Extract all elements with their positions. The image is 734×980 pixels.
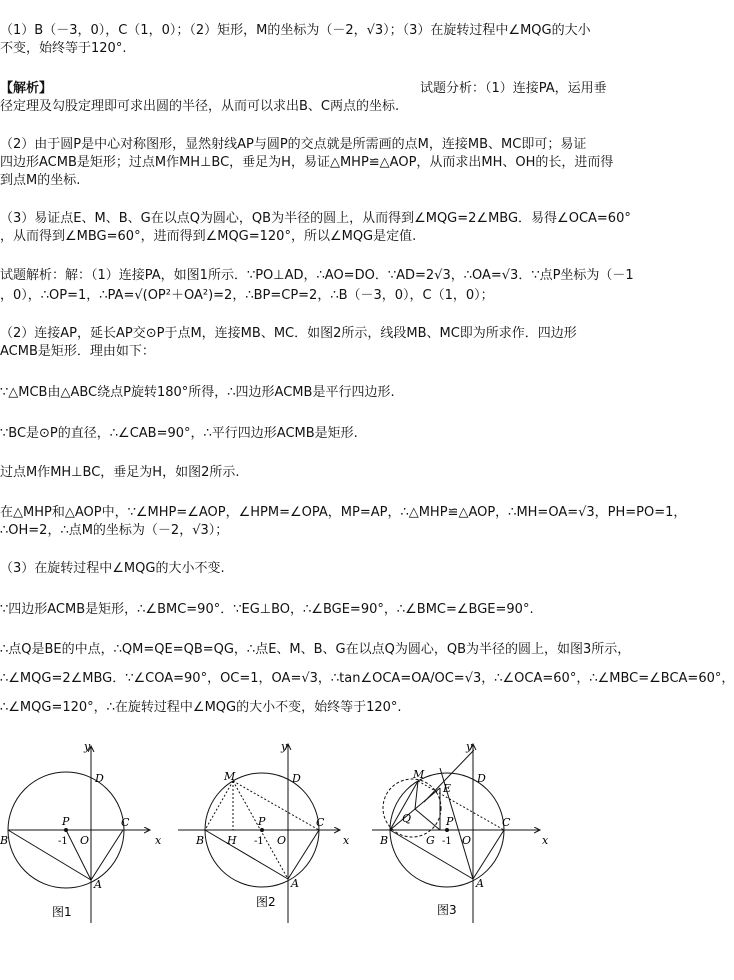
fig3-segment-ac [473,830,504,879]
fig1-caption: 图1 [52,905,72,919]
fig3-label-b: B [380,834,389,847]
fig2-segment-mb [205,781,233,830]
solution-s2-line-2: ACMB是矩形．理由如下： [0,344,155,359]
solution-s3-line-1: （3）在旋转过程中∠MQG的大小不变. [0,561,225,576]
answer-line-1: （1）B（－3，0），C（1，0）；（2）矩形，M的坐标为（－2，√3）；（3）在旋转过程中∠MQG的大小 [0,23,591,38]
analysis-intro-right: 试题分析：（1）连接PA，运用垂 [420,81,607,96]
fig1-point-p [64,828,68,832]
analysis-p3-line-1: （3）易证点E、M、B、G在以点Q为圆心，QB为半径的圆上，从而得到∠MQG=2∠MBG．易得∠OCA=60° [0,211,631,226]
fig1-label-a: A [94,878,102,891]
solution-s2-line-1: （2）连接AP，延长AP交⊙P于点M，连接MB、MC．如图2所示，线段MB、MC即为所求作．四边形 [0,326,577,341]
fig3-label-y: y [466,740,473,753]
solution-s1-line-1: 试题解析：解：（1）连接PA，如图1所示．∵PO⊥AD，∴AO=DO．∵AD=2√3，∴OA=√3．∵点P坐标为（－1 [0,268,634,283]
fig3-label-q: Q [402,812,412,825]
fig3-label-x: x [542,834,549,847]
fig3-caption: 图3 [437,903,457,917]
fig2-point-p [260,828,264,832]
analysis-intro-cont: 径定理及勾股定理即可求出圆的半径，从而可以求出B、C两点的坐标. [0,99,400,114]
fig3-label-g: G [426,834,435,847]
figure-2 [178,740,350,923]
fig1-label-c: C [121,816,130,829]
fig1-label-y: y [84,740,91,753]
solution-s1-line-2: ，0），∴OP=1，∴PA=√(OP²＋OA²)=2，∴BP=CP=2，∴B（－3，0），C（1，0）； [0,288,494,303]
solution-s2-line-7: ∴OH=2，∴点M的坐标为（－2，√3）； [0,523,229,538]
fig3-label-m: M [413,768,425,781]
analysis-p2-line-3: 到点M的坐标. [0,173,81,188]
solution-s2-line-3: ∵△MCB由△ABC绕点P旋转180°所得，∴四边形ACMB是平行四边形. [0,385,395,400]
fig1-label-p: P [62,815,70,828]
fig2-label-y: y [281,740,288,753]
fig2-segment-ac [288,830,319,879]
fig2-label-m: M [224,770,236,783]
fig3-label-minus1: -1 [442,836,452,847]
fig2-caption: 图2 [256,895,276,909]
fig3-label-e: E [443,782,452,795]
solution-s3-line-4: ∴∠MQG=2∠MBG．∵∠COA=90°，OC=1，OA=√3，∴tan∠OCA=OA/OC=√3，∴∠OCA=60°，∴∠MBC=∠BCA=60°， [0,671,734,686]
fig2-label-d: D [292,772,301,785]
analysis-p2-line-1: （2）由于圆P是中心对称图形，显然射线AP与圆P的交点就是所需画的点M，连接MB、MC即可；易证 [0,137,587,152]
fig2-label-h: H [227,834,237,847]
fig2-label-a: A [291,877,299,890]
solution-s3-line-5: ∴∠MQG=120°，∴在旋转过程中∠MQG的大小不变，始终等于120°. [0,700,402,715]
answer-line-2: 不变，始终等于120°. [0,41,127,56]
solution-s2-line-5: 过点M作MH⊥BC，垂足为H，如图2所示. [0,465,240,480]
fig2-label-o: O [277,834,287,847]
fig3-label-d: D [477,772,486,785]
solution-s2-line-4: ∵BC是⊙P的直径，∴∠CAB=90°，∴平行四边形ACMB是矩形. [0,426,358,441]
analysis-p2-line-2: 四边形ACMB是矩形；过点M作MH⊥BC，垂足为H，易证△MHP≌△AOP，从而求出MH、OH的长，进而得 [0,155,614,170]
solution-s3-line-2: ∵四边形ACMB是矩形，∴∠BMC=90°．∵EG⊥BO，∴∠BGE=90°，∴∠BMC=∠BGE=90°. [0,602,534,617]
fig1-label-b: B [0,834,9,847]
figure-3 [372,740,549,923]
fig3-label-o: O [462,834,472,847]
fig1-label-d: D [95,772,104,785]
figures-row [0,738,630,976]
fig2-label-p: P [258,815,266,828]
solution-s2-line-6: 在△MHP和△AOP中，∵∠MHP=∠AOP，∠HPM=∠OPA，MP=AP，∴△MHP≌△AOP，∴MH=OA=√3，PH=PO=1， [0,505,687,520]
fig1-label-o: O [80,834,90,847]
fig3-point-p [445,828,449,832]
fig2-label-b: B [196,834,205,847]
fig3-label-p: P [446,815,454,828]
fig2-label-minus1: -1 [254,836,264,847]
fig2-label-c: C [316,816,325,829]
fig1-label-minus1: -1 [58,836,68,847]
figure-1 [0,740,162,923]
fig2-label-x: x [343,834,350,847]
solution-s3-line-3: ∴点Q是BE的中点，∴QM=QE=QB=QG，∴点E、M、B、G在以点Q为圆心，QB为半径的圆上，如图3所示， [0,642,631,657]
analysis-p3-line-2: ，从而得到∠MBG=60°，进而得到∠MQG=120°，所以∠MQG是定值. [0,229,417,244]
fig1-label-x: x [155,834,162,847]
fig3-label-a: A [476,877,484,890]
fig2-segment-ba [205,830,288,879]
fig3-label-c: C [502,816,511,829]
analysis-tag: 【解析】 [0,81,53,96]
fig2-segment-mc [233,781,319,830]
fig3-segment-qg [415,809,440,830]
figures-svg [0,738,630,976]
